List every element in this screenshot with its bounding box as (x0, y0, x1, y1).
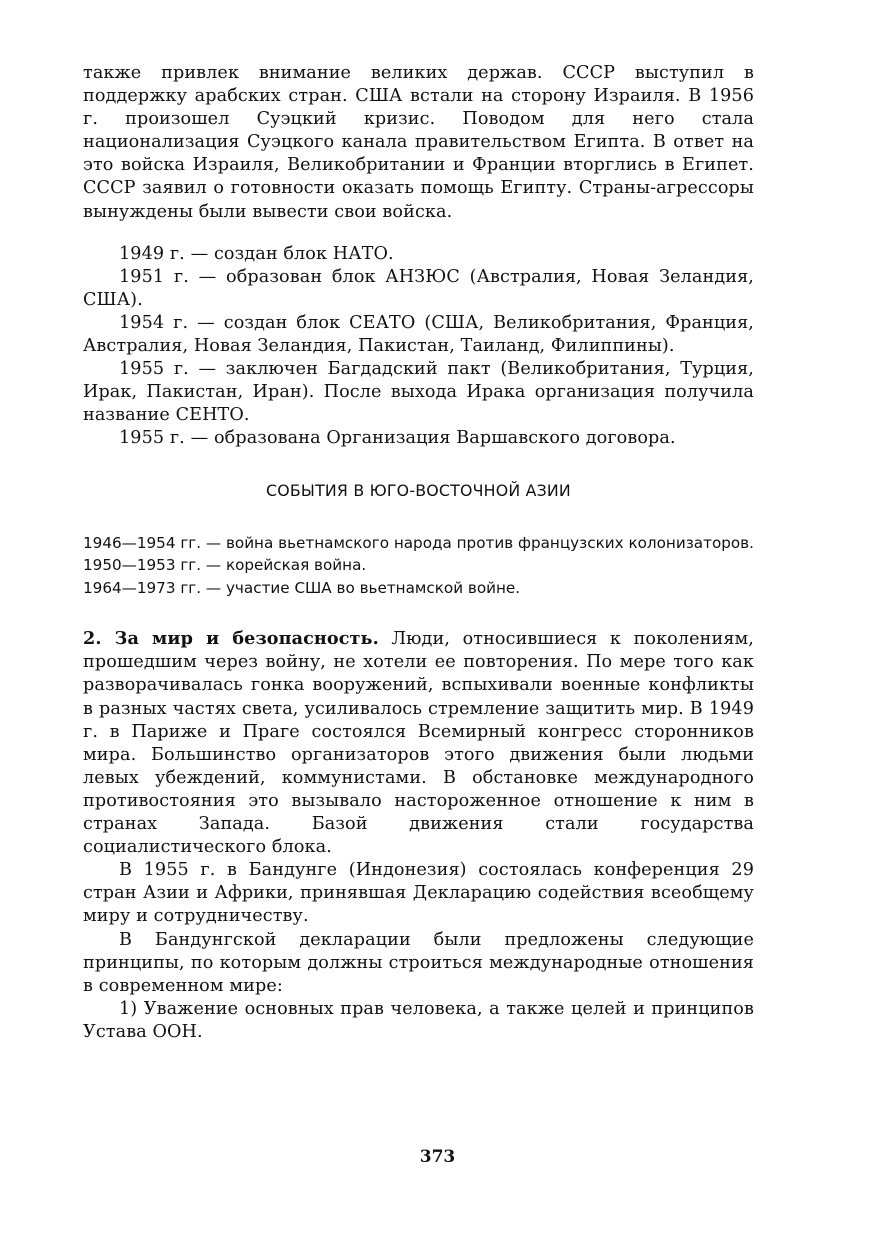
event-item: 1964—1973 гг. — участие США во вьетнамской войне. (83, 578, 521, 597)
military-blocs-chronology (83, 243, 754, 451)
section-paragraph: В 1955 г. в Бандунге (Индонезия) состоялась конференция 29 стран Азии и Африки, принявшая Декларацию содействия всеобщему миру и сотрудничеству. (83, 860, 754, 927)
southeast-asia-heading: СОБЫТИЯ В ЮГО-ВОСТОЧНОЙ АЗИИ (266, 480, 571, 500)
section-paragraph: 1) Уважение основных прав человека, а также целей и принципов Устава ООН. (83, 998, 754, 1042)
page-number: 373 (419, 1147, 456, 1167)
section-title: 2. За мир и безопасность. (83, 628, 379, 650)
event-item: 1946—1954 гг. — война вьетнамского народа против французских колонизаторов. (83, 533, 754, 552)
section-text: Люди, относившиеся к поколениям, прошедшим через войну, не хотели ее повторения. По мере того как разворачивалась гонка вооружений, вспыхивали военные конфликты в разных частях света, усиливалось стремление защитить мир. В 1949 г. в Париже и Праге состоялся Всемирный конгресс сторонников мира. Большинство организаторов этого движения были людьми левых убеждений, коммунистами. В обстановке международного противостояния это вызывало настороженное отношение к ним в странах Запада. Базой движения стали государства социалистического блока. (83, 629, 754, 858)
section-paragraph: В Бандунгской декларации были предложены следующие принципы, по которым должны строиться международные отношения в современном мире: (83, 929, 754, 996)
intro-paragraph: также привлек внимание великих держав. СССР выступил в поддержку арабских стран. США встали на сторону Израиля. В 1956 г. произошел Суэцкий кризис. Поводом для него стала национализация Суэцкого канала правительством Египта. В ответ на это войска Израиля, Великобритании и Франции вторглись в Египет. СССР заявил о готовности оказать помощь Египту. Страны-агрессоры вынуждены были вывести свои войска. (83, 63, 754, 222)
section-opening-paragraph (83, 627, 754, 859)
chronology-item: 1955 г. — образована Организация Варшавского договора. (119, 428, 676, 449)
chronology-item: 1949 г. — создан блок НАТО. (119, 243, 394, 264)
chronology-item: 1955 г. — заключен Багдадский пакт (Великобритания, Турция, Ирак, Пакистан, Иран). После выхода Ирака организация получила название СЕНТО. (83, 359, 754, 426)
chronology-item: 1954 г. — создан блок СЕАТО (США, Великобритания, Франция, Австралия, Новая Зеландия, Пакистан, Таиланд, Филиппины). (83, 312, 754, 357)
event-item: 1950—1953 гг. — корейская война. (83, 556, 367, 575)
intro-block (83, 62, 754, 224)
chronology-item: 1951 г. — образован блок АНЗЮС (Австралия, Новая Зеландия, США). (83, 266, 754, 310)
page-content (83, 62, 754, 1044)
southeast-asia-events (83, 532, 754, 600)
section-peace-security (83, 627, 754, 1044)
